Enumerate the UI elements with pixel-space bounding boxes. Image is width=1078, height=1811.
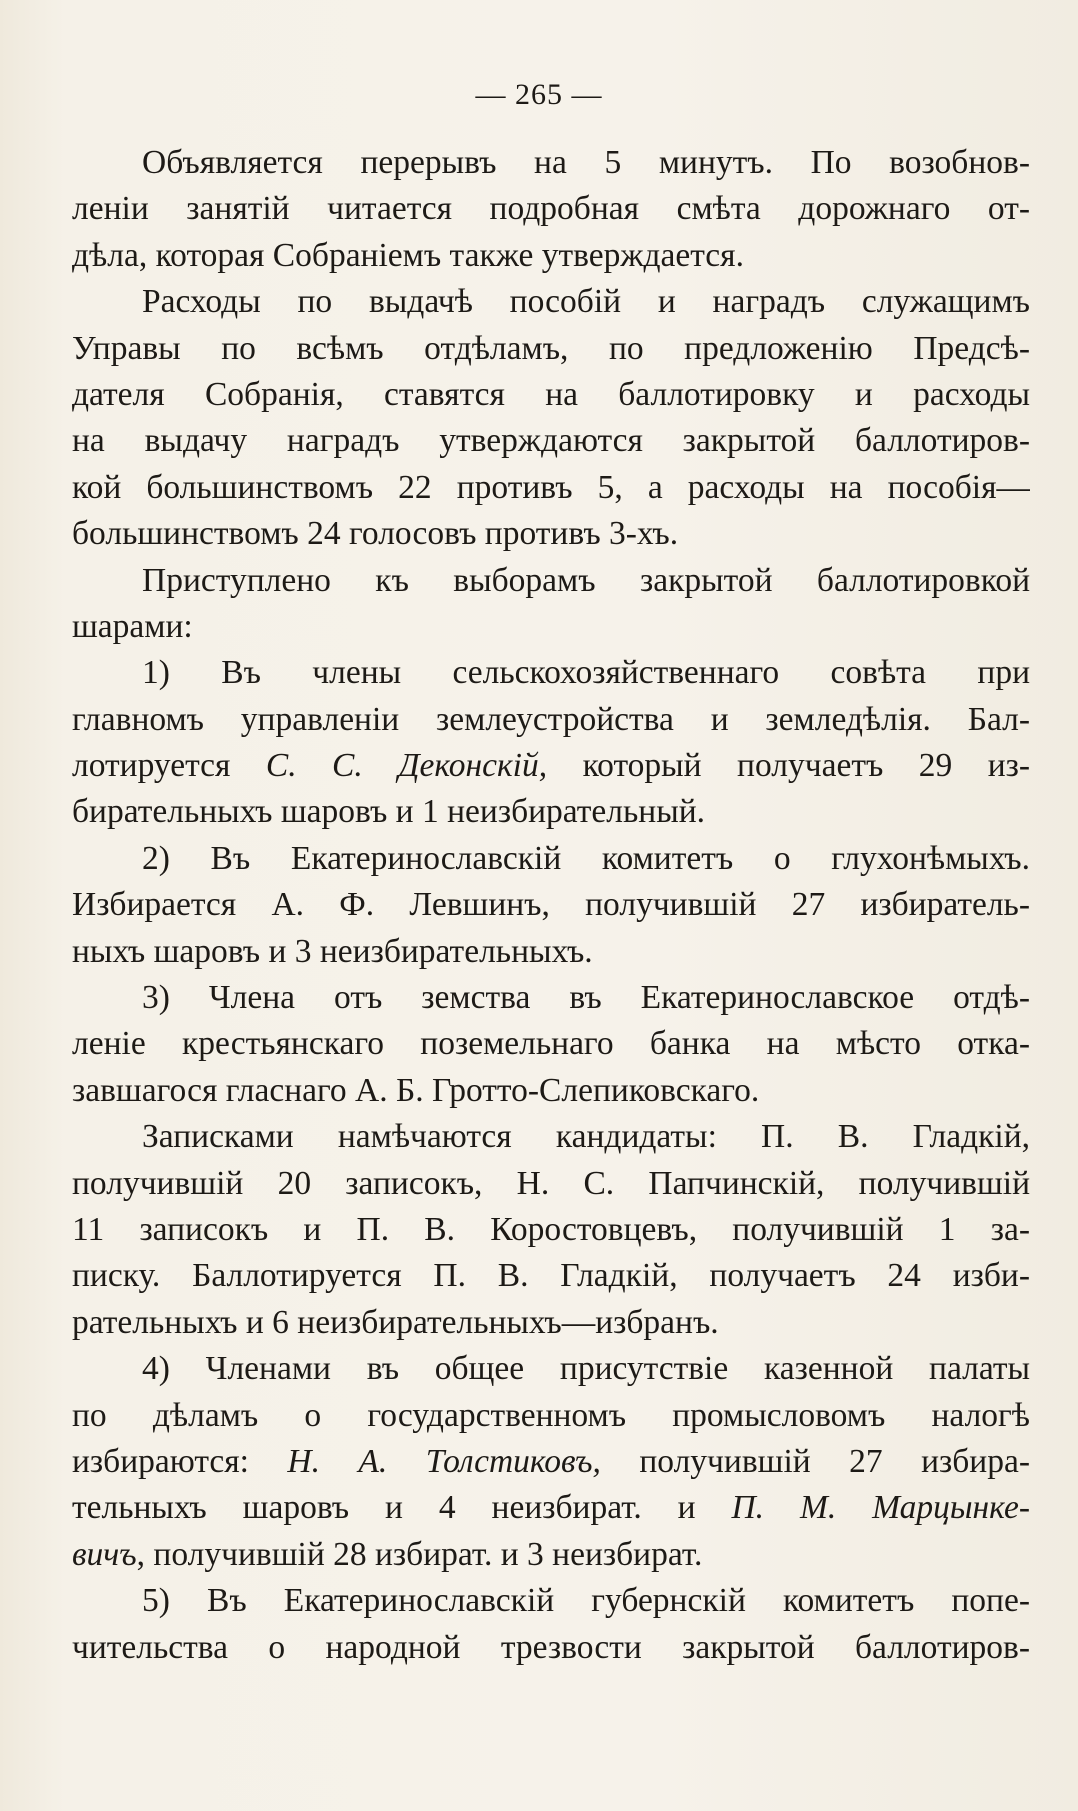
paragraph-item-4 [72, 1346, 1030, 1578]
text-line: 1) Въ члены сельскохозяйственнаго совѣта при [142, 654, 1030, 692]
paragraph-item-1 [72, 650, 1030, 836]
person-name-italic: П. М. Марцынке- [731, 1489, 1030, 1527]
person-name-italic: Н. А. Толстиковъ, [287, 1442, 601, 1480]
text-line: 2) Въ Екатеринославскій комитетъ о глухонѣмыхъ. [142, 839, 1030, 877]
text-line: чительства о народной трезвости закрытой баллотиров- [72, 1628, 1030, 1666]
text-line: бирательныхъ шаровъ и 1 неизбирательный. [72, 793, 706, 831]
paragraph-item-2 [72, 836, 1030, 975]
text-line: ныхъ шаровъ и 3 неизбирательныхъ. [72, 932, 593, 970]
text-line-mixed [72, 743, 1030, 789]
page-number: — 265 — [475, 78, 603, 111]
paragraph-expenses [72, 279, 1030, 557]
paragraph-recess [72, 140, 1030, 279]
text-line: Записками намѣчаются кандидаты: П. В. Гладкій, [142, 1118, 1030, 1156]
text-run: , получившій 28 избират. и 3 неизбират. [136, 1535, 703, 1573]
text-line: дателя Собранія, ставятся на баллотировку и расходы [72, 375, 1030, 413]
text-line: Избирается А. Ф. Левшинъ, получившій 27 избиратель- [72, 886, 1030, 924]
text-line: на выдачу наградъ утверждаются закрытой баллотиров- [72, 422, 1030, 460]
text-line: Объявляется перерывъ на 5 минутъ. По возобнов- [142, 144, 1030, 181]
text-run: тельныхъ шаровъ и 4 неизбират. и [72, 1489, 732, 1527]
text-line: большинствомъ 24 голосовъ противъ 3-хъ. [72, 515, 679, 553]
text-line-mixed [72, 1485, 1030, 1531]
text-line: леніе крестьянскаго поземельнаго банка на мѣсто отка- [72, 1025, 1030, 1063]
text-line: кой большинствомъ 22 противъ 5, а расходы на пособія— [72, 468, 1030, 506]
text-line: шарами: [72, 607, 193, 645]
text-run: лотируется [72, 747, 266, 785]
person-name-italic: С. С. Деконскій, [265, 747, 548, 785]
text-line-mixed [72, 1439, 1030, 1485]
paragraph-elections-intro [72, 558, 1030, 651]
text-line: писку. Баллотируется П. В. Гладкій, получаетъ 24 изби- [72, 1257, 1030, 1295]
text-line: леніи занятій читается подробная смѣта дорожнаго от- [72, 190, 1030, 228]
text-line: 3) Члена отъ земства въ Екатеринославское отдѣ- [142, 979, 1030, 1017]
text-line: по дѣламъ о государственномъ промысловомъ налогѣ [72, 1396, 1030, 1434]
text-line: дѣла, которая Собраніемъ также утверждается. [72, 236, 744, 274]
paragraph-item-5 [72, 1578, 1030, 1671]
text-run: избираются: [72, 1442, 288, 1480]
text-line: получившій 20 записокъ, Н. С. Папчинскій, получившій [72, 1164, 1030, 1202]
text-line: Управы по всѣмъ отдѣламъ, по предложенію Предсѣ- [72, 329, 1030, 367]
text-line: 11 записокъ и П. В. Коростовцевъ, получившій 1 за- [72, 1210, 1030, 1248]
text-line: 5) Въ Екатеринославскій губернскій комитетъ попе- [142, 1582, 1030, 1620]
text-line: Приступлено къ выборамъ закрытой баллотировкой [142, 561, 1030, 599]
text-line: главномъ управленіи землеустройства и земледѣлія. Бал- [72, 700, 1030, 738]
page-text [72, 140, 1030, 1671]
text-run: получившій 27 избира- [600, 1442, 1030, 1480]
paragraph-item-3 [72, 975, 1030, 1114]
text-line: 4) Членами въ общее присутствіе казенной палаты [142, 1350, 1030, 1388]
paragraph-candidates [72, 1114, 1030, 1346]
text-line: завшагося гласнаго А. Б. Гротто-Слепиковскаго. [72, 1071, 760, 1109]
text-run: который получаетъ 29 из- [547, 747, 1030, 785]
text-line: рательныхъ и 6 неизбирательныхъ—избранъ. [72, 1303, 719, 1341]
text-line-mixed [72, 1532, 1030, 1578]
text-line: Расходы по выдачѣ пособій и наградъ служащимъ [142, 283, 1030, 321]
person-name-italic: вичъ [72, 1535, 137, 1573]
